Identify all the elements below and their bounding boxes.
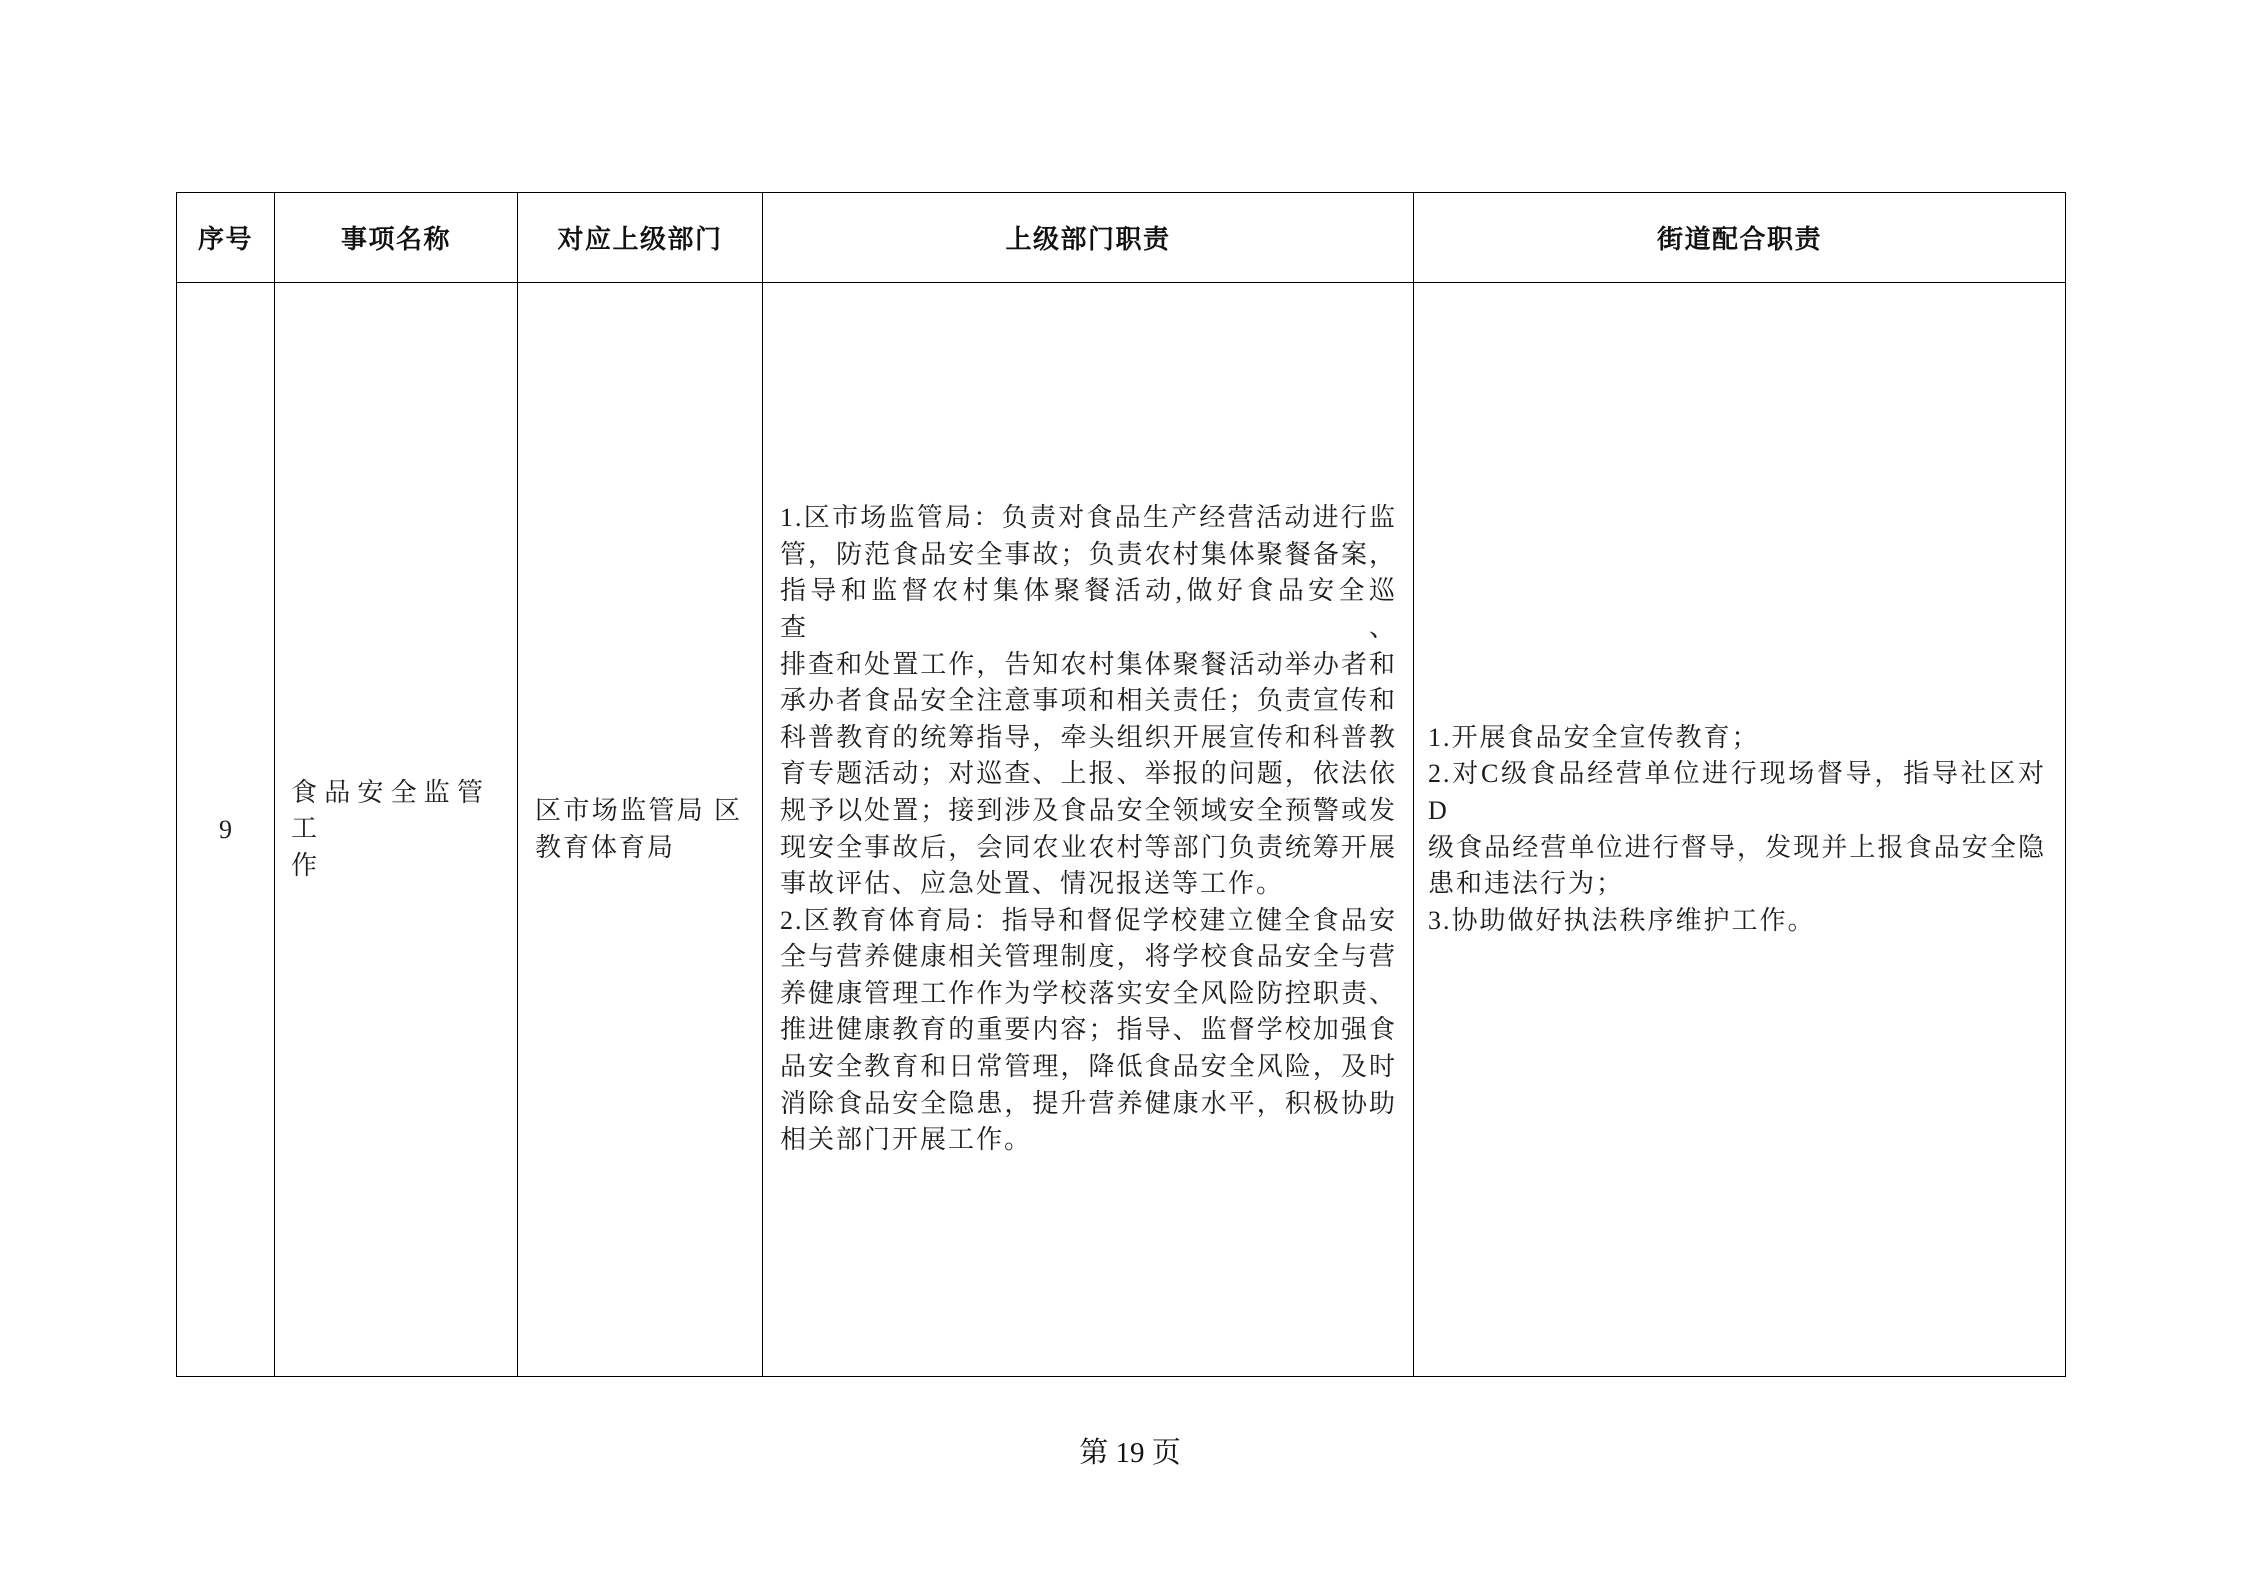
text-line: 1.区市场监管局：负责对食品生产经营活动进行监 <box>780 503 1397 533</box>
paragraph <box>780 903 1397 1159</box>
header-dept-duties: 上级部门职责 <box>763 193 1414 283</box>
text-line: 食品安全监管工 <box>291 777 485 844</box>
text-line: 规予以处置；接到涉及食品安全领域安全预警或发 <box>780 795 1397 825</box>
header-item-name: 事项名称 <box>275 193 518 283</box>
table-header-row <box>177 193 2066 283</box>
cell-department <box>518 283 763 1377</box>
text-line: 育专题活动；对巡查、上报、举报的问题，依法依 <box>780 759 1397 789</box>
text-line: 2.对C级食品经营单位进行现场督导，指导社区对D <box>1428 759 2046 825</box>
text-line: 作 <box>291 850 320 880</box>
header-street-duties: 街道配合职责 <box>1414 193 2066 283</box>
street-duties-text <box>1428 720 2046 940</box>
text-line: 推进健康教育的重要内容；指导、监督学校加强食 <box>780 1015 1397 1045</box>
text-line: 养健康管理工作作为学校落实安全风险防控职责、 <box>780 978 1397 1008</box>
text-line: 排查和处置工作，告知农村集体聚餐活动举办者和 <box>780 649 1397 679</box>
cell-index <box>177 283 275 1377</box>
row-index: 9 <box>219 814 232 844</box>
department-text <box>535 793 742 866</box>
paragraph <box>1428 720 2046 757</box>
text-line: 患和违法行为； <box>1428 869 1625 899</box>
header-department: 对应上级部门 <box>518 193 763 283</box>
header-index: 序号 <box>177 193 275 283</box>
paragraph <box>535 793 742 866</box>
text-line: 科普教育的统筹指导，牵头组织开展宣传和科普教 <box>780 722 1397 752</box>
paragraph <box>1428 903 2046 940</box>
text-line: 级食品经营单位进行督导，发现并上报食品安全隐 <box>1428 832 2046 862</box>
dept-duties-text <box>780 500 1397 1159</box>
text-line: 管，防范食品安全事故；负责农村集体聚餐备案， <box>780 539 1397 569</box>
text-line: 品安全教育和日常管理，降低食品安全风险，及时 <box>780 1052 1397 1082</box>
cell-street-duties <box>1414 283 2066 1377</box>
text-line: 2.区教育体育局：指导和督促学校建立健全食品安 <box>780 905 1397 935</box>
table-row <box>177 283 2066 1377</box>
cell-item-name <box>275 283 518 1377</box>
text-line: 相关部门开展工作。 <box>780 1125 1033 1155</box>
text-line: 消除食品安全隐患，提升营养健康水平，积极协助 <box>780 1088 1397 1118</box>
paragraph <box>291 775 485 885</box>
text-line: 1.开展食品安全宣传教育； <box>1428 722 1760 752</box>
text-line: 3.协助做好执法秩序维护工作。 <box>1428 905 1816 935</box>
text-line: 承办者食品安全注意事项和相关责任；负责宣传和 <box>780 686 1397 716</box>
duty-table <box>176 192 2066 1377</box>
text-line: 教育体育局 <box>535 832 676 862</box>
text-line: 现安全事故后，会同农业农村等部门负责统筹开展 <box>780 832 1397 862</box>
text-line: 事故评估、应急处置、情况报送等工作。 <box>780 869 1285 899</box>
text-line: 区市场监管局 区 <box>535 795 742 825</box>
paragraph <box>780 500 1397 903</box>
text-line: 全与营养健康相关管理制度，将学校食品安全与营 <box>780 942 1397 972</box>
cell-dept-duties <box>763 283 1414 1377</box>
item-name-text <box>291 775 485 885</box>
page-number: 第 19 页 <box>1079 1437 1181 1469</box>
text-line: 指导和监督农村集体聚餐活动,做好食品安全巡查、 <box>780 576 1397 642</box>
paragraph <box>1428 756 2046 902</box>
